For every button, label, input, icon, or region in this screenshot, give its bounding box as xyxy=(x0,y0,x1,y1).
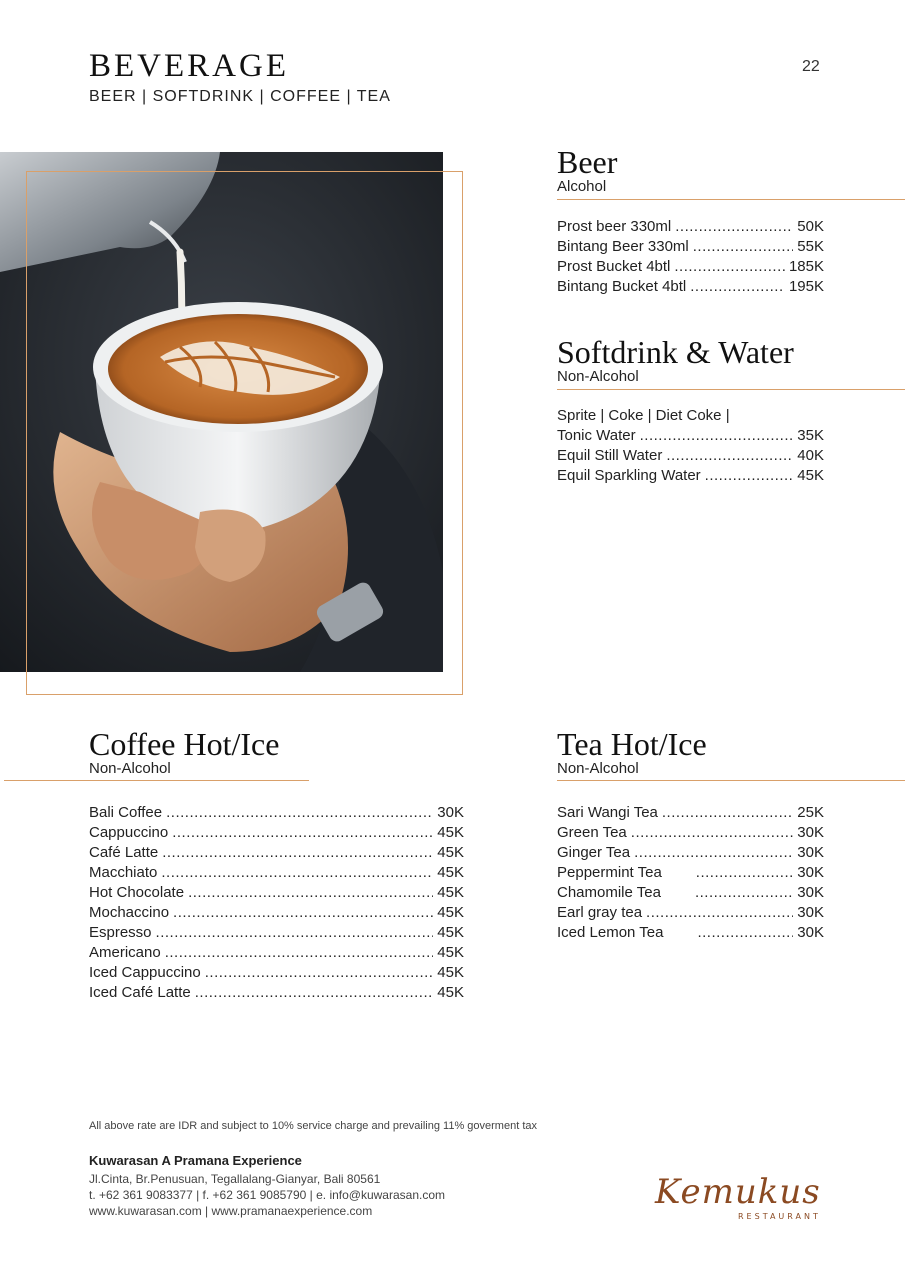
tea-divider xyxy=(557,780,905,781)
menu-item: Iced Lemon Tea ..... 30K xyxy=(557,923,824,943)
tax-note: All above rate are IDR and subject to 10% service charge and prevailing 11% goverment tax xyxy=(89,1120,537,1132)
menu-item: Green Tea ..... 30K xyxy=(557,823,824,843)
softdrink-section-subtitle: Non-Alcohol xyxy=(557,368,639,385)
page-title: BEVERAGE xyxy=(89,48,289,84)
menu-item: Cappuccino ..... 45K xyxy=(89,823,464,843)
tea-section-title: Tea Hot/Ice xyxy=(557,726,707,762)
menu-item: Ginger Tea ..... 30K xyxy=(557,843,824,863)
tea-menu-list xyxy=(557,803,824,943)
coffee-section-title: Coffee Hot/Ice xyxy=(89,726,280,762)
menu-item: Tonic Water ..... 35K xyxy=(557,426,824,446)
company-websites: www.kuwarasan.com | www.pramanaexperience.com xyxy=(89,1204,373,1218)
menu-item: Bintang Bucket 4btl ..... 195K xyxy=(557,277,824,297)
svg-text:Kemukus: Kemukus xyxy=(655,1172,821,1212)
beer-divider xyxy=(557,199,905,200)
coffee-section-subtitle: Non-Alcohol xyxy=(89,760,171,777)
svg-text:RESTAURANT: RESTAURANT xyxy=(738,1212,821,1221)
menu-item: Sari Wangi Tea ..... 25K xyxy=(557,803,824,823)
coffee-divider xyxy=(4,780,309,781)
softdrink-menu-list xyxy=(557,406,824,486)
softdrink-divider xyxy=(557,389,905,390)
menu-item: Earl gray tea ..... 30K xyxy=(557,903,824,923)
menu-item-line: Sprite | Coke | Diet Coke | xyxy=(557,407,730,424)
menu-item: Prost Bucket 4btl ..... 185K xyxy=(557,257,824,277)
beer-menu-list xyxy=(557,217,824,297)
softdrink-section-title: Softdrink & Water xyxy=(557,334,794,370)
menu-item: Equil Still Water ..... 40K xyxy=(557,446,824,466)
company-name: Kuwarasan A Pramana Experience xyxy=(89,1153,302,1168)
menu-item: Prost beer 330ml ..... 50K xyxy=(557,217,824,237)
menu-item: Mochaccino ..... 45K xyxy=(89,903,464,923)
kemukus-restaurant-logo xyxy=(650,1165,830,1225)
company-address: Jl.Cinta, Br.Penusuan, Tegallalang-Gianyar, Bali 80561 xyxy=(89,1172,381,1186)
menu-item: Equil Sparkling Water ..... 45K xyxy=(557,466,824,486)
menu-item: Peppermint Tea ..... 30K xyxy=(557,863,824,883)
menu-item: Chamomile Tea ..... 30K xyxy=(557,883,824,903)
tea-section-subtitle: Non-Alcohol xyxy=(557,760,639,777)
menu-item: Bintang Beer 330ml ..... 55K xyxy=(557,237,824,257)
menu-item: Hot Chocolate ..... 45K xyxy=(89,883,464,903)
menu-item: Iced Café Latte ..... 45K xyxy=(89,983,464,1003)
menu-item: Bali Coffee ..... 30K xyxy=(89,803,464,823)
menu-item: Espresso ..... 45K xyxy=(89,923,464,943)
page-subtitle: BEER | SOFTDRINK | COFFEE | TEA xyxy=(89,88,391,105)
menu-item: Americano ..... 45K xyxy=(89,943,464,963)
company-contact: t. +62 361 9083377 | f. +62 361 9085790 | e. info@kuwarasan.com xyxy=(89,1188,446,1202)
menu-item: Iced Cappuccino ..... 45K xyxy=(89,963,464,983)
beer-section-title: Beer xyxy=(557,144,618,180)
menu-item: Macchiato ..... 45K xyxy=(89,863,464,883)
beer-section-subtitle: Alcohol xyxy=(557,178,607,195)
menu-item: Café Latte ..... 45K xyxy=(89,843,464,863)
page-number: 22 xyxy=(802,58,820,75)
photo-frame xyxy=(26,171,463,695)
coffee-menu-list xyxy=(89,803,464,1003)
